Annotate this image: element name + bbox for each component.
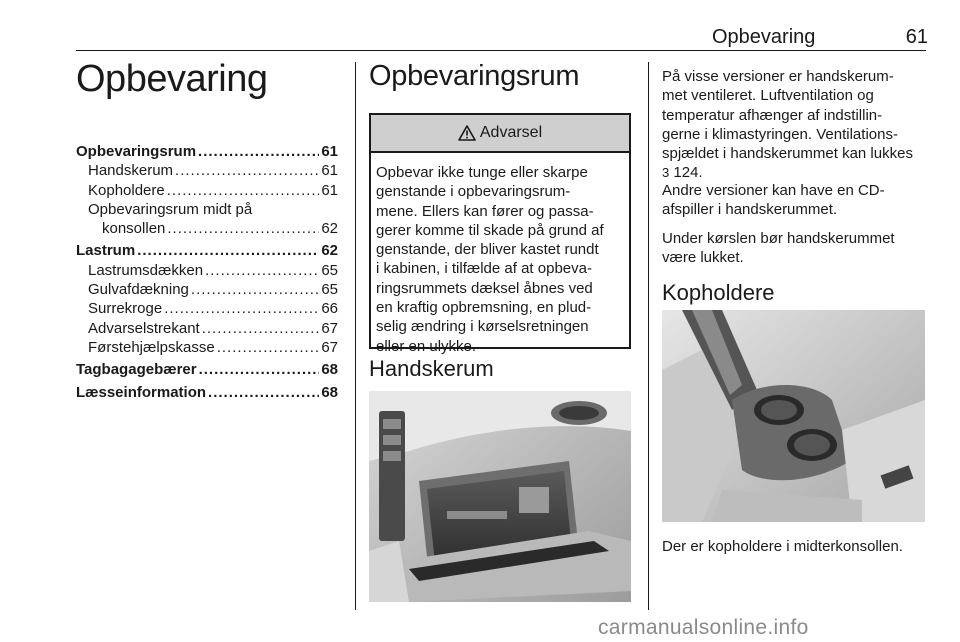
toc-entry-page: 68 [321, 361, 338, 379]
toc-entry[interactable] [76, 162, 338, 181]
toc-entry-title: Kopholdere [88, 181, 165, 199]
toc-entry[interactable] [76, 281, 338, 300]
text-line: Andre versioner kan have en CD- [662, 182, 885, 199]
toc-entry[interactable] [76, 220, 338, 239]
toc-entry-page: 68 [321, 383, 338, 401]
handskerum-title: Handskerum [369, 356, 494, 381]
watermark: carmanualsonline.info [598, 616, 809, 639]
warning-box [369, 113, 631, 355]
column-divider [355, 62, 356, 610]
warning-text [371, 153, 629, 356]
toc-entry-title: Opbevaringsrum midt på [88, 200, 253, 218]
toc-entry-title: Surrekroge [88, 300, 163, 318]
section-title: Opbevaringsrum [369, 60, 580, 92]
text-line: Under kørslen bør handskerummet [662, 230, 895, 247]
toc-entry-page: 61 [321, 162, 338, 180]
text-line: genstande, der bliver kastet rundt [376, 241, 599, 259]
toc-entry[interactable] [76, 262, 338, 281]
caption: Der er kopholdere i midterkonsollen. [662, 538, 903, 555]
toc-entry[interactable] [76, 384, 338, 403]
toc-entry-page: 67 [321, 319, 338, 337]
text-line: afspiller i handskerummet. [662, 201, 838, 219]
paragraph [662, 229, 930, 268]
toc-entry-title: Læsseinformation [76, 383, 207, 401]
text-line: temperatur afhænger af indstillin- [662, 106, 883, 124]
toc-leader [137, 242, 319, 259]
toc-entry[interactable] [76, 182, 338, 201]
toc-entry[interactable] [76, 201, 338, 220]
toc-entry-page: 62 [321, 242, 338, 260]
toc-entry-title: Lastrum [76, 242, 136, 260]
toc-entry-page: 61 [321, 181, 338, 199]
toc-entry-page: 62 [321, 220, 338, 238]
toc-entry-title: konsollen [102, 220, 166, 238]
toc-entry-title: Advarselstrekant [88, 319, 200, 337]
toc-entry-page: 67 [321, 338, 338, 356]
text-line: en kraftig opbremsning, en plud- [376, 299, 592, 317]
text-line: mene. Ellers kan fører og passa- [376, 202, 594, 220]
text-line: På visse versioner er handskerum- [662, 68, 894, 85]
reference-page: 124. [673, 164, 703, 182]
warning-label: Advarsel [479, 124, 543, 141]
toc-entry-page: 65 [321, 281, 338, 299]
toc-entry[interactable] [76, 242, 338, 261]
table-of-contents [76, 143, 338, 403]
toc-entry-title: Gulvafdækning [88, 281, 189, 299]
toc-entry-page: 61 [321, 143, 338, 160]
toc-leader [167, 182, 320, 199]
toc-entry-title: Førstehjælpskasse [88, 338, 215, 356]
text-line: gerne i klimastyringen. Ventilations- [662, 125, 898, 143]
text-line: gerer komme til skade på grund af [376, 221, 604, 239]
paragraph [662, 181, 930, 220]
paragraph [662, 67, 930, 183]
warning-header [371, 115, 629, 153]
running-head [712, 24, 928, 52]
toc-entry-title: Lastrumsdækken [88, 261, 204, 279]
toc-leader [208, 384, 319, 401]
text-line: met ventileret. Luftventilation og [662, 87, 874, 105]
text-line: være lukket. [662, 249, 744, 267]
toc-entry[interactable] [76, 320, 338, 339]
toc-leader [199, 361, 320, 378]
page-reference [662, 163, 930, 182]
text-line: eller en ulykke. [376, 337, 477, 355]
toc-leader [205, 262, 319, 279]
text-line: spjældet i handskerummet kan lukkes [662, 145, 913, 163]
chapter-title: Opbevaring [76, 58, 268, 100]
header-rule [76, 50, 926, 51]
page-number: 61 [905, 26, 928, 48]
toc-entry-title: Opbevaringsrum [76, 143, 197, 160]
toc-entry-page: 66 [321, 300, 338, 318]
text-line: Opbevar ikke tunge eller skarpe [376, 164, 588, 181]
text-line: genstande i opbevaringsrum- [376, 183, 571, 201]
kopholdere-title: Kopholdere [662, 280, 775, 305]
text-line: selig ændring i kørselsretningen [376, 318, 589, 336]
toc-leader [191, 281, 319, 298]
toc-entry-title: Handskerum [88, 162, 174, 180]
toc-entry-title: Tagbagagebærer [76, 361, 197, 379]
toc-leader [175, 162, 319, 179]
toc-leader [217, 339, 320, 356]
toc-leader [198, 143, 319, 160]
text-line: ringsrummets dæksel åbnes ved [376, 279, 593, 297]
column-divider [648, 62, 649, 610]
running-head-title: Opbevaring [712, 26, 816, 48]
glovebox-illustration [369, 391, 631, 602]
toc-entry[interactable] [76, 339, 338, 358]
toc-leader [202, 320, 320, 337]
toc-entry[interactable] [76, 300, 338, 319]
text-line: i kabinen, i tilfælde af at opbeva- [376, 260, 592, 278]
toc-entry[interactable] [76, 361, 338, 380]
cupholder-illustration [662, 310, 925, 522]
reference-arrow-icon: 3 [662, 165, 670, 181]
toc-leader [164, 300, 319, 317]
toc-entry-page: 65 [321, 261, 338, 279]
toc-entry[interactable] [76, 143, 338, 162]
warning-triangle-icon [458, 125, 476, 141]
toc-leader [167, 220, 319, 237]
